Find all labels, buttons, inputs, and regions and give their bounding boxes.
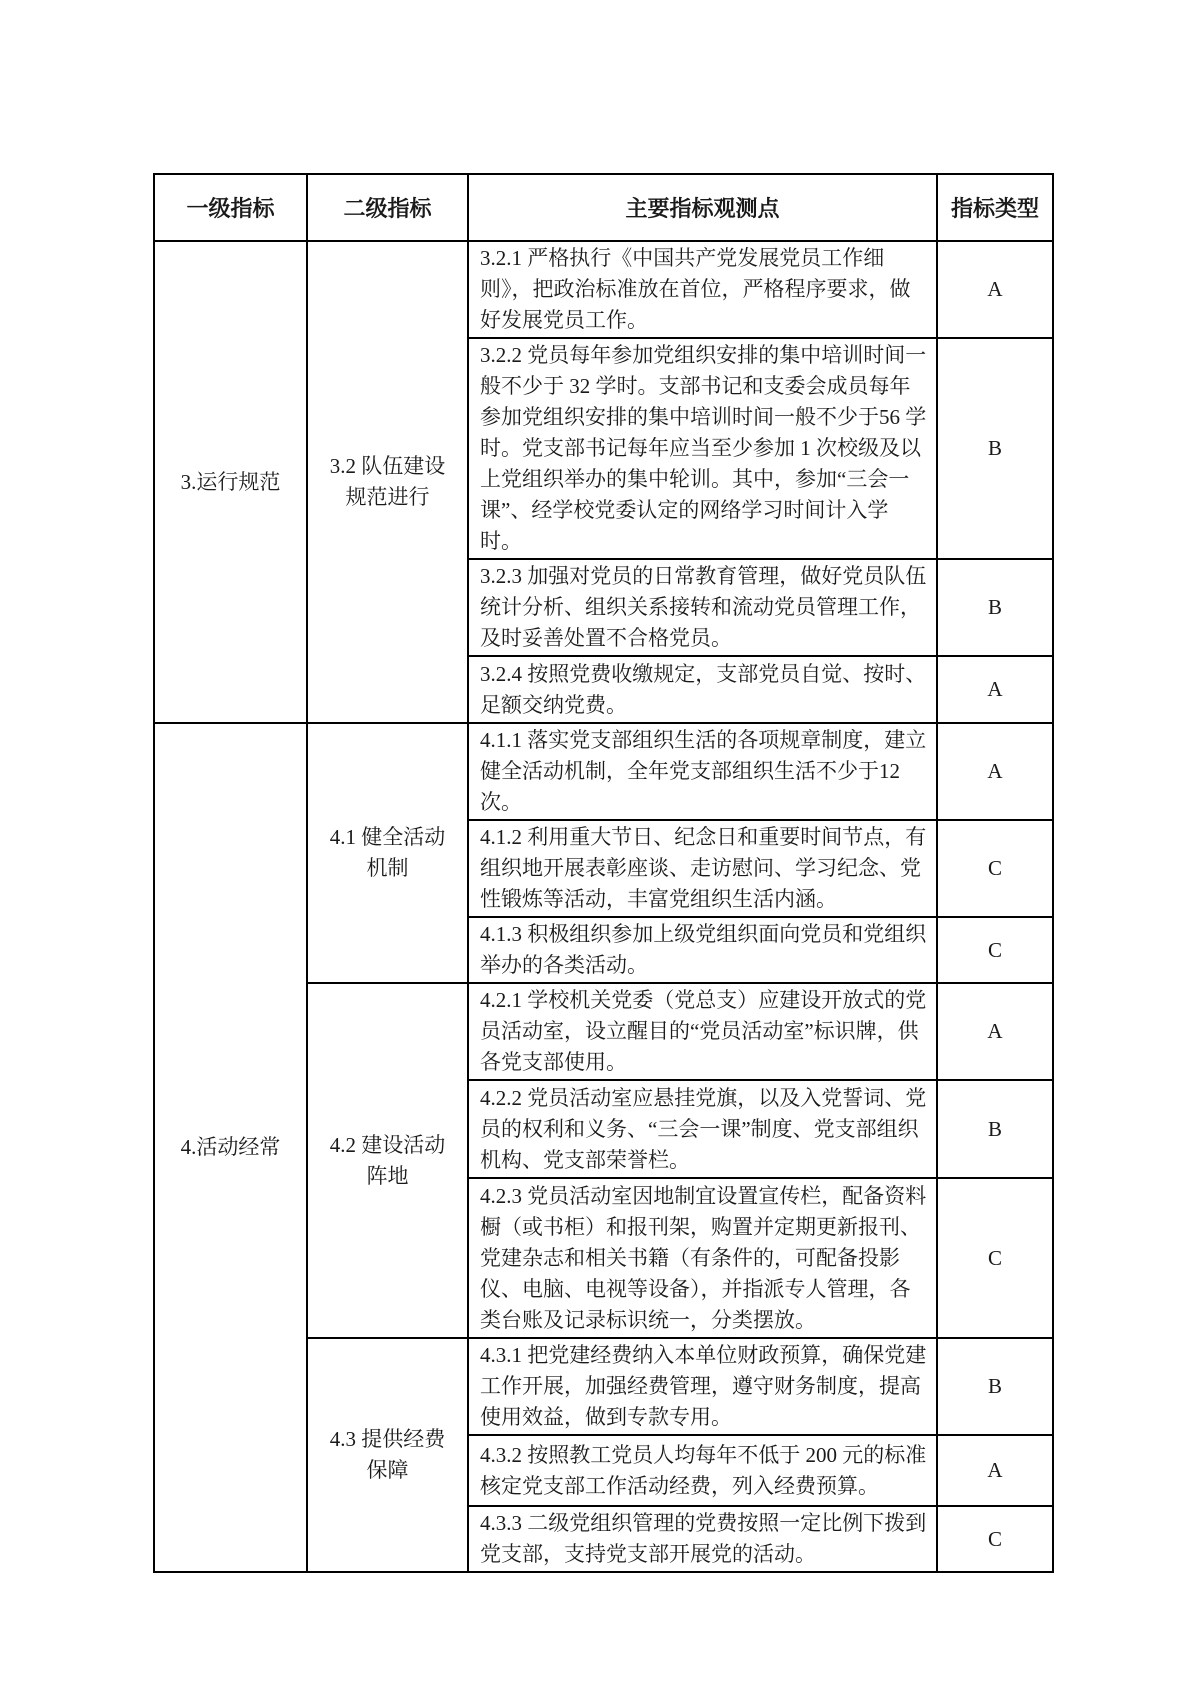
level2-cell-4-1 bbox=[307, 723, 468, 983]
type-cell-4-1-3: C bbox=[937, 917, 1053, 983]
type-cell-4-3-2: A bbox=[937, 1435, 1053, 1506]
type-cell-4-3-1: B bbox=[937, 1338, 1053, 1435]
level2-label-line: 规范进行 bbox=[345, 485, 430, 509]
header-indicator-type: 指标类型 bbox=[937, 174, 1053, 241]
type-cell-4-2-1: A bbox=[937, 983, 1053, 1080]
level2-label-line: 4.2 建设活动 bbox=[329, 1132, 446, 1157]
type-cell-4-1-1: A bbox=[937, 723, 1053, 820]
level2-cell-4-3 bbox=[307, 1338, 468, 1572]
level1-cell-section4: 4.活动经常 bbox=[154, 723, 307, 1572]
type-cell-3-2-2: B bbox=[937, 338, 1053, 559]
level1-cell-section3: 3.运行规范 bbox=[154, 241, 307, 723]
level2-label-line: 保障 bbox=[366, 1458, 409, 1482]
type-cell-4-2-3: C bbox=[937, 1178, 1053, 1338]
observation-cell-4-1-3: 4.1.3 积极组织参加上级党组织面向党员和党组织举办的各类活动。 bbox=[468, 917, 937, 983]
level2-label-line: 4.1 健全活动 bbox=[329, 825, 446, 849]
level2-label-line: 机制 bbox=[366, 856, 409, 880]
observation-cell-3-2-4: 3.2.4 按照党费收缴规定，支部党员自觉、按时、足额交纳党费。 bbox=[468, 656, 937, 723]
table-row bbox=[154, 723, 1053, 820]
header-row bbox=[154, 174, 1053, 241]
level2-cell-4-2 bbox=[307, 983, 468, 1338]
observation-cell-4-3-3: 4.3.3 二级党组织管理的党费按照一定比例下拨到党支部，支持党支部开展党的活动。 bbox=[468, 1506, 937, 1572]
header-observation-points: 主要指标观测点 bbox=[468, 174, 937, 241]
type-cell-3-2-3: B bbox=[937, 559, 1053, 656]
observation-cell-4-2-1: 4.2.1 学校机关党委（党总支）应建设开放式的党员活动室，设立醒目的“党员活动室”标识牌，供各党支部使用。 bbox=[468, 983, 937, 1080]
observation-cell-4-3-1: 4.3.1 把党建经费纳入本单位财政预算，确保党建工作开展，加强经费管理，遵守财务制度，提高使用效益，做到专款专用。 bbox=[468, 1338, 937, 1435]
indicators-table bbox=[153, 173, 1054, 1573]
header-level2-indicator: 二级指标 bbox=[307, 174, 468, 241]
observation-cell-4-2-3: 4.2.3 党员活动室因地制宜设置宣传栏，配备资料橱（或书柜）和报刊架，购置并定期更新报刊、党建杂志和相关书籍（有条件的，可配备投影仪、电脑、电视等设备），并指派专人管理，各类台账及记录标识统一，分类摆放。 bbox=[468, 1178, 937, 1338]
observation-cell-4-1-2: 4.1.2 利用重大节日、纪念日和重要时间节点，有组织地开展表彰座谈、走访慰问、学习纪念、党性锻炼等活动，丰富党组织生活内涵。 bbox=[468, 820, 937, 917]
type-cell-4-1-2: C bbox=[937, 820, 1053, 917]
header-level1-indicator: 一级指标 bbox=[154, 174, 307, 241]
observation-cell-3-2-3: 3.2.3 加强对党员的日常教育管理，做好党员队伍统计分析、组织关系接转和流动党员管理工作，及时妥善处置不合格党员。 bbox=[468, 559, 937, 656]
type-cell-3-2-4: A bbox=[937, 656, 1053, 723]
observation-cell-4-3-2: 4.3.2 按照教工党员人均每年不低于 200 元的标准核定党支部工作活动经费，列入经费预算。 bbox=[468, 1435, 937, 1506]
level2-label-line: 阵地 bbox=[366, 1163, 409, 1188]
level2-label-line: 4.3 提供经费 bbox=[329, 1427, 446, 1451]
level2-label-line: 3.2 队伍建设 bbox=[329, 454, 446, 478]
observation-cell-3-2-1: 3.2.1 严格执行《中国共产党发展党员工作细则》，把政治标准放在首位，严格程序要求，做好发展党员工作。 bbox=[468, 241, 937, 338]
observation-cell-4-1-1: 4.1.1 落实党支部组织生活的各项规章制度，建立健全活动机制，全年党支部组织生活不少于12 次。 bbox=[468, 723, 937, 820]
level2-cell-3-2 bbox=[307, 241, 468, 723]
type-cell-4-3-3: C bbox=[937, 1506, 1053, 1572]
type-cell-4-2-2: B bbox=[937, 1080, 1053, 1178]
type-cell-3-2-1: A bbox=[937, 241, 1053, 338]
observation-cell-3-2-2: 3.2.2 党员每年参加党组织安排的集中培训时间一般不少于 32 学时。支部书记和支委会成员每年参加党组织安排的集中培训时间一般不少于56 学时。党支部书记每年应当至少参加 1 次校级及以上党组织举办的集中轮训。其中，参加“三会一课”、经学校党委认定的网络学习时间计入学时。 bbox=[468, 338, 937, 559]
table-row bbox=[154, 241, 1053, 338]
observation-cell-4-2-2: 4.2.2 党员活动室应悬挂党旗，以及入党誓词、党员的权利和义务、“三会一课”制度、党支部组织机构、党支部荣誉栏。 bbox=[468, 1080, 937, 1178]
